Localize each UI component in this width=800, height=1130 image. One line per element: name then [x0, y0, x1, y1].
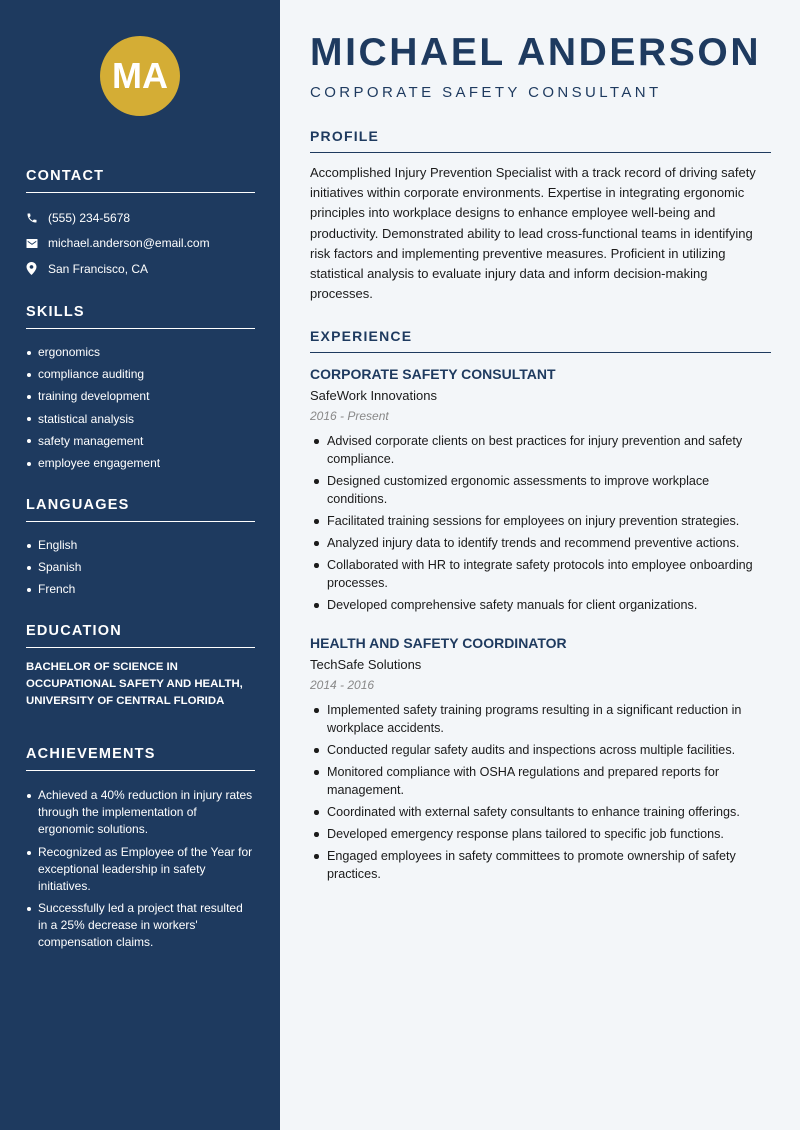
contact-location [26, 256, 255, 282]
mail-icon [26, 238, 48, 249]
location-pin-icon [26, 262, 48, 275]
achievement-item: Successfully led a project that resulted in a 25% decrease in workers' compensation claims. [26, 900, 255, 951]
contact-phone [26, 205, 255, 231]
skill-item: statistical analysis [26, 408, 255, 430]
profile-text: Accomplished Injury Prevention Specialist with a track record of driving safety initiatives within corporate environments. Expertise in integrating ergonomic principles into workplace designs to enhance employee well-being and productivity. Demonstrated ability to lead cross-functional teams in identifying risk factors and implementing preventive measures. Proficient in utilizing statistical analysis to evaluate injury data and inform decision-making processes. [310, 165, 756, 302]
job-company: TechSafe Solutions [310, 657, 422, 672]
job-bullet: Coordinated with external safety consultants to enhance training offerings. [310, 803, 771, 821]
job-bullet: Conducted regular safety audits and inspections across multiple facilities. [310, 741, 771, 759]
education-section [26, 623, 255, 710]
job-company: SafeWork Innovations [310, 388, 437, 403]
achievements-heading: ACHIEVEMENTS [26, 746, 255, 771]
job-title-subtitle: CORPORATE SAFETY CONSULTANT [310, 84, 662, 101]
phone-text: (555) 234-5678 [48, 210, 131, 225]
language-item: English [26, 534, 255, 556]
person-name: MICHAEL ANDERSON [310, 31, 762, 74]
education-heading: EDUCATION [26, 623, 255, 648]
languages-section [26, 497, 255, 601]
job-bullet: Engaged employees in safety committees to promote ownership of safety practices. [310, 847, 771, 883]
skill-item: safety management [26, 430, 255, 452]
profile-heading: PROFILE [310, 128, 771, 153]
job-entry [310, 635, 771, 887]
education-degree: BACHELOR OF SCIENCE IN OCCUPATIONAL SAFETY AND HEALTH, UNIVERSITY OF CENTRAL FLORIDA [26, 661, 243, 707]
email-text: michael.anderson@email.com [48, 236, 210, 251]
job-title: HEALTH AND SAFETY COORDINATOR [310, 635, 567, 651]
sidebar [0, 0, 280, 1130]
job-bullet: Analyzed injury data to identify trends and recommend preventive actions. [310, 534, 771, 552]
skill-item: compliance auditing [26, 363, 255, 385]
languages-heading: LANGUAGES [26, 497, 255, 522]
contact-heading: CONTACT [26, 168, 255, 193]
achievement-item: Achieved a 40% reduction in injury rates through the implementation of ergonomic solutions. [26, 787, 255, 838]
contact-email [26, 231, 255, 257]
job-bullet: Advised corporate clients on best practices for injury prevention and safety compliance. [310, 432, 771, 468]
job-bullet: Designed customized ergonomic assessments to improve workplace conditions. [310, 472, 771, 508]
avatar: MA [100, 36, 180, 116]
skill-item: training development [26, 385, 255, 407]
achievement-item: Recognized as Employee of the Year for exceptional leadership in safety initiatives. [26, 844, 255, 895]
skills-heading: SKILLS [26, 304, 255, 329]
job-bullet: Implemented safety training programs resulting in a significant reduction in workplace accidents. [310, 701, 771, 737]
language-item: French [26, 578, 255, 600]
job-bullet: Collaborated with HR to integrate safety protocols into employee onboarding processes. [310, 556, 771, 592]
job-bullet: Developed emergency response plans tailored to specific job functions. [310, 825, 771, 843]
experience-heading: EXPERIENCE [310, 328, 771, 353]
job-dates: 2016 - Present [310, 409, 389, 423]
job-entry [310, 366, 771, 618]
skill-item: ergonomics [26, 341, 255, 363]
job-bullet: Monitored compliance with OSHA regulations and prepared reports for management. [310, 763, 771, 799]
contact-section [26, 168, 255, 282]
language-item: Spanish [26, 556, 255, 578]
job-dates: 2014 - 2016 [310, 678, 375, 692]
job-title: CORPORATE SAFETY CONSULTANT [310, 366, 556, 382]
phone-icon [26, 212, 48, 224]
achievements-section [26, 746, 255, 957]
skills-section [26, 304, 255, 474]
job-bullet: Facilitated training sessions for employees on injury prevention strategies. [310, 512, 771, 530]
job-bullet: Developed comprehensive safety manuals for client organizations. [310, 596, 771, 614]
skill-item: employee engagement [26, 452, 255, 474]
location-text: San Francisco, CA [48, 261, 149, 276]
